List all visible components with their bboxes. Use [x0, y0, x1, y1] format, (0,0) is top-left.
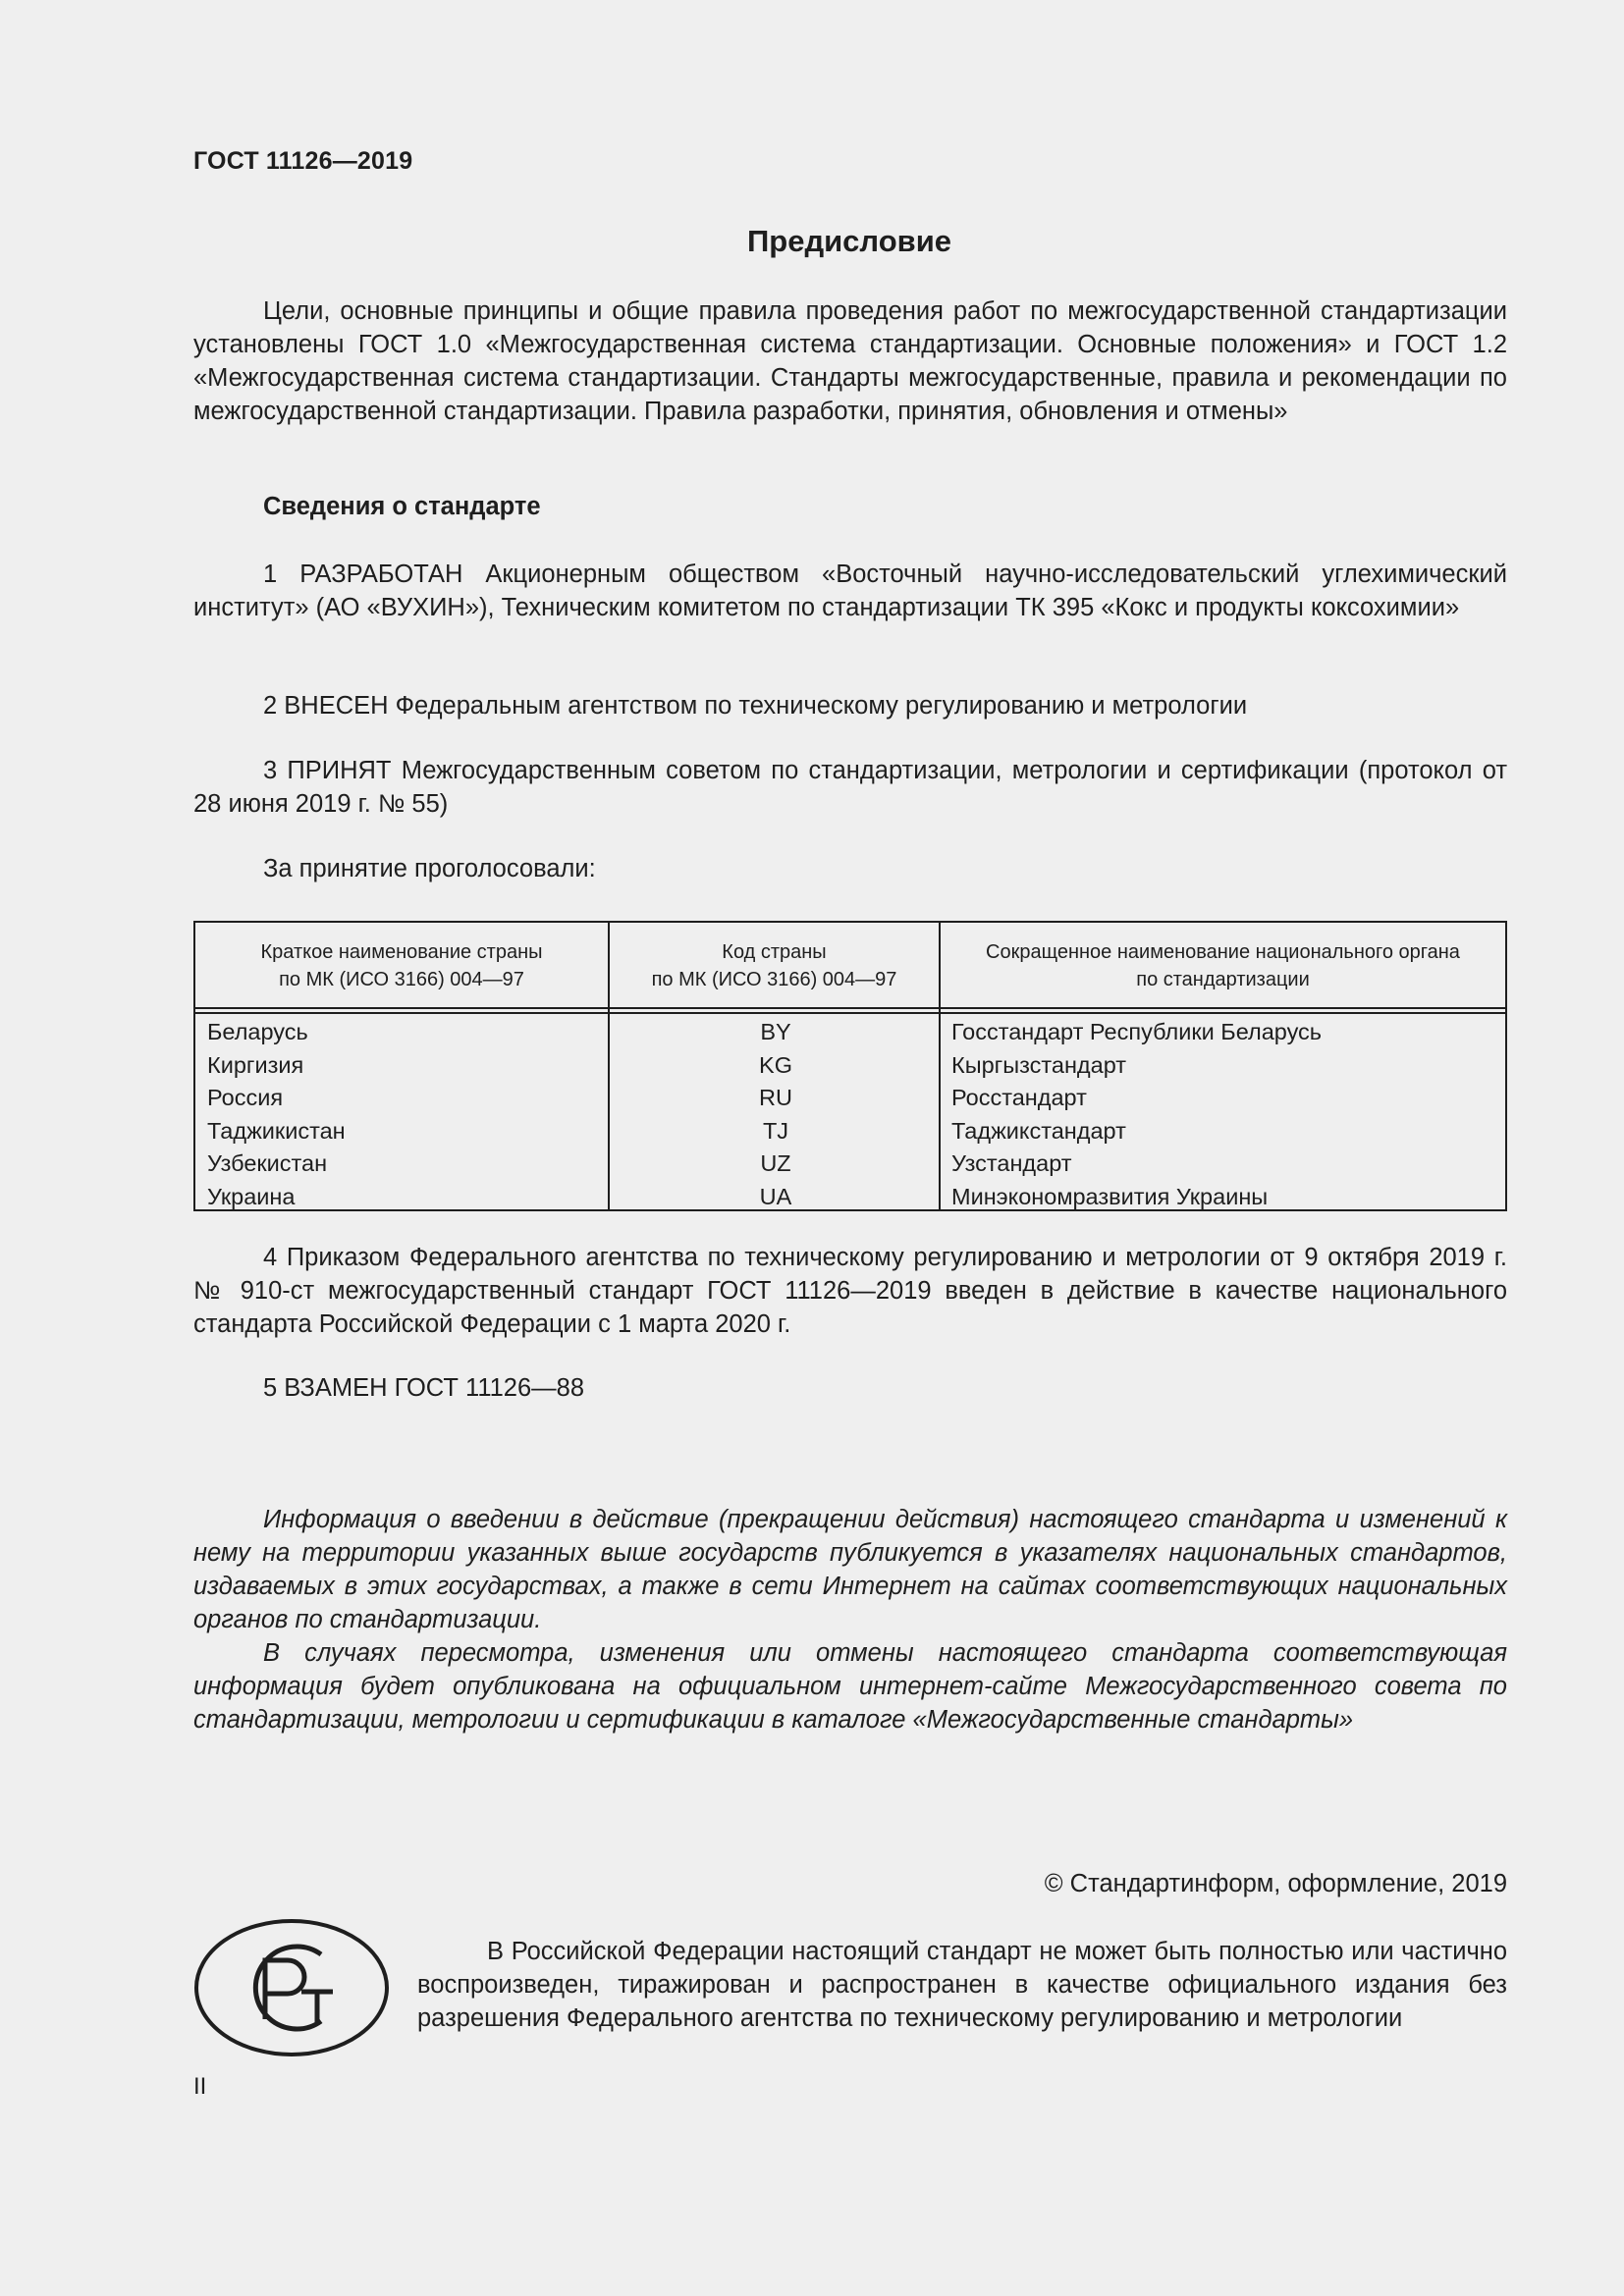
notes-paragraph-1: Информация о введении в действие (прекращении действия) настоящего стандарта и изменений к нему на территории указанных выше государств публикуется в указателях национальных стандартов, издаваемых в этих государствах, а также в сети Интернет на сайтах соответствующих национальных органов по стандартизации. — [193, 1506, 1507, 1633]
table-header-country — [195, 923, 608, 1009]
cell-agency: Узстандарт — [951, 1150, 1072, 1177]
table-header-line: Код страны — [722, 941, 827, 963]
table-header-code — [610, 923, 939, 1009]
table-header-line: Сокращенное наименование национального органа — [986, 941, 1460, 963]
page-number: II — [193, 2073, 207, 2100]
table-row — [195, 1115, 1505, 1148]
info-heading: Сведения о стандарте — [263, 493, 541, 520]
table-header-agency — [941, 923, 1505, 1009]
intro-paragraph: Цели, основные принципы и общие правила проведения работ по межгосударственной стандартизации установлены ГОСТ 1.0 «Межгосударственная система стандартизации. Основные положения» и ГОСТ 1.2 «Межгосударственная система стандартизации. Стандарты межгосударственные, правила и рекомендации по межгосударственной стандартизации. Правила разработки, принятия, обновления и отмены» — [193, 297, 1507, 425]
cell-agency: Таджикстандарт — [951, 1117, 1126, 1144]
table-header-line: Краткое наименование страны — [260, 941, 543, 963]
cell-code: RU — [759, 1085, 792, 1111]
cell-country: Украина — [207, 1183, 296, 1209]
cell-country: Узбекистан — [207, 1150, 328, 1177]
cell-agency: Кыргызстандарт — [951, 1051, 1127, 1078]
cell-code: UZ — [760, 1150, 791, 1177]
voted-label: За принятие проголосовали: — [263, 855, 596, 882]
notes-paragraph-2: В случаях пересмотра, изменения или отмены настоящего стандарта соответствующая информация будет опубликована на официальном интернет-сайте Межгосударственного совета по стандартизации, метрологии и сертификации в каталоге «Межгосударственные стандарты» — [193, 1639, 1507, 1734]
table-row — [195, 1049, 1505, 1083]
cell-country: Беларусь — [207, 1019, 308, 1044]
page-title: Предисловие — [746, 224, 951, 258]
info-item-4: 4 Приказом Федерального агентства по техническому регулированию и метрологии от 9 октября 2019 г. № 910-ст межгосударственный стандарт ГОСТ 11126—2019 введен в действие в качестве национального стандарта Российской Федерации с 1 марта 2020 г. — [193, 1244, 1507, 1338]
table-row — [195, 1082, 1505, 1115]
table-row — [195, 1181, 1505, 1214]
cell-code: TJ — [762, 1117, 789, 1144]
table-header-line: по МК (ИСО 3166) 004—97 — [651, 969, 897, 990]
document-id: ГОСТ 11126—2019 — [193, 147, 413, 175]
table-body — [195, 1016, 1505, 1214]
countries-table — [193, 921, 1507, 1211]
copyright-line: © Стандартинформ, оформление, 2019 — [1044, 1870, 1507, 1897]
info-item-2: 2 ВНЕСЕН Федеральным агентством по техническому регулированию и метрологии — [263, 692, 1248, 720]
table-header-rule — [195, 1012, 1505, 1014]
table-header-line: по МК (ИСО 3166) 004—97 — [279, 969, 524, 990]
cell-country: Россия — [207, 1085, 284, 1111]
info-item-1: 1 РАЗРАБОТАН Акционерным обществом «Восточный научно-исследовательский углехимический институт» (АО «ВУХИН»), Техническим комитетом по стандартизации ТК 395 «Кокс и продукты коксохимии» — [193, 561, 1507, 621]
gost-r-logo — [193, 1917, 390, 2058]
reproduction-notice: В Российской Федерации настоящий стандарт не может быть полностью или частично воспроизведен, тиражирован и распространен в качестве официального издания без разрешения Федерального агентства по техническому регулированию и метрологии — [417, 1938, 1507, 2032]
cell-agency: Минэкономразвития Украины — [951, 1183, 1269, 1209]
cell-agency: Госстандарт Республики Беларусь — [951, 1019, 1323, 1044]
cell-agency: Росстандарт — [951, 1085, 1087, 1111]
cell-code: KG — [759, 1051, 792, 1078]
info-item-3: 3 ПРИНЯТ Межгосударственным советом по стандартизации, метрологии и сертификации (протокол от 28 июня 2019 г. № 55) — [193, 757, 1507, 818]
table-row — [195, 1016, 1505, 1049]
table-row — [195, 1148, 1505, 1181]
cell-country: Киргизия — [207, 1051, 304, 1078]
cell-country: Таджикистан — [207, 1117, 346, 1144]
table-header-line: по стандартизации — [1136, 969, 1310, 990]
cell-code: UA — [759, 1183, 792, 1209]
info-item-5: 5 ВЗАМЕН ГОСТ 11126—88 — [263, 1374, 585, 1402]
cell-code: BY — [760, 1019, 791, 1044]
